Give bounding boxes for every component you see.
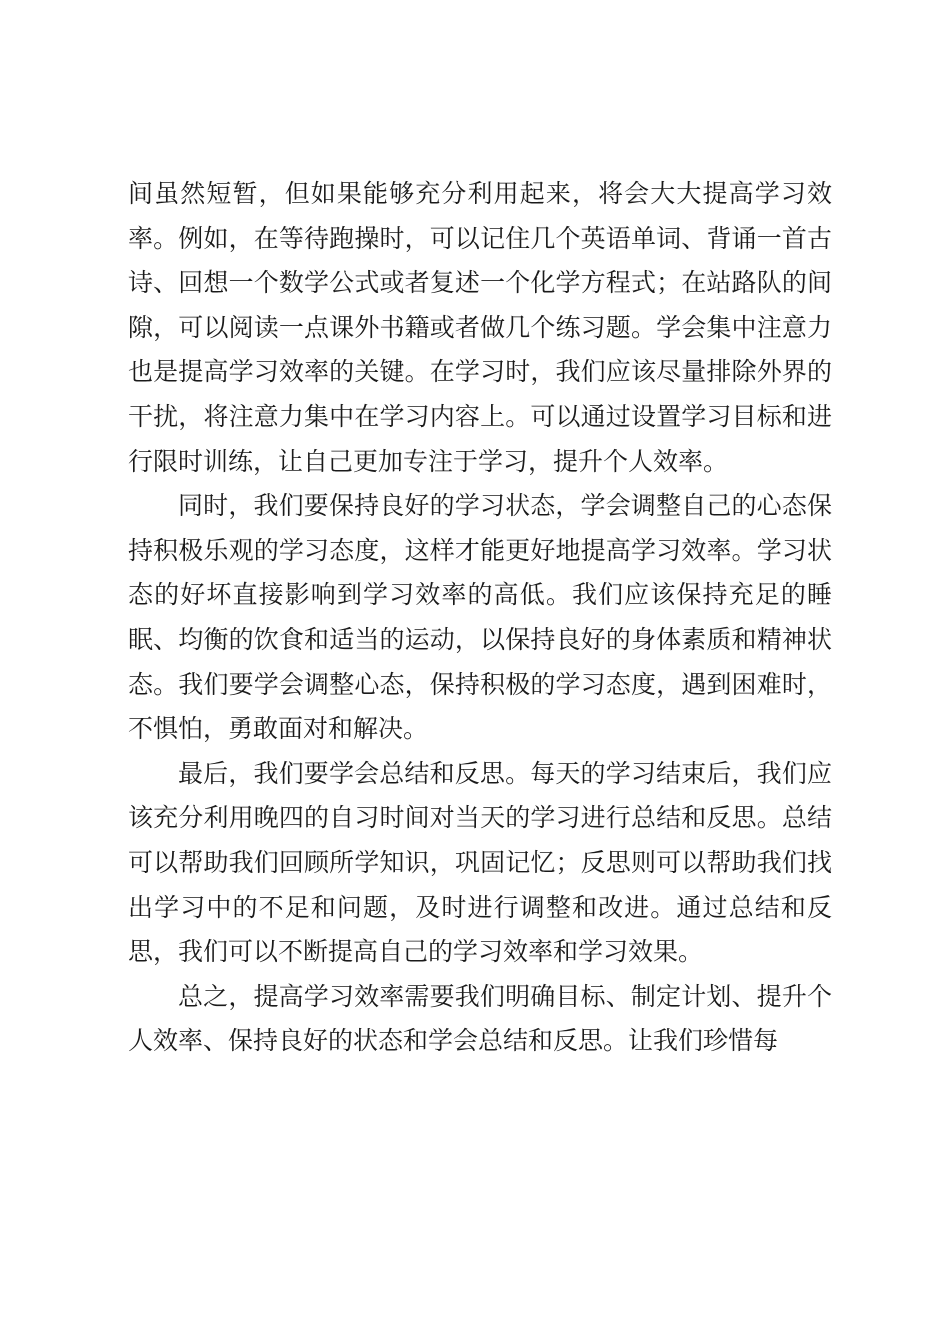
document-body — [128, 172, 832, 1064]
paragraph-3: 最后，我们要学会总结和反思。每天的学习结束后，我们应该充分利用晚四的自习时间对当天的学习进行总结和反思。总结可以帮助我们回顾所学知识，巩固记忆；反思则可以帮助我们找出学习中的不足和问题，及时进行调整和改进。通过总结和反思，我们可以不断提高自己的学习效率和学习效果。 — [128, 758, 832, 967]
paragraph-1: 间虽然短暂，但如果能够充分利用起来，将会大大提高学习效率。例如，在等待跑操时，可以记住几个英语单词、背诵一首古诗、回想一个数学公式或者复述一个化学方程式；在站路队的间隙，可以阅读一点课外书籍或者做几个练习题。学会集中注意力也是提高学习效率的关键。在学习时，我们应该尽量排除外界的干扰，将注意力集中在学习内容上。可以通过设置学习目标和进行限时训练，让自己更加专注于学习，提升个人效率。 — [128, 179, 832, 476]
paragraph-2: 同时，我们要保持良好的学习状态，学会调整自己的心态保持积极乐观的学习态度，这样才能更好地提高学习效率。学习状态的好坏直接影响到学习效率的高低。我们应该保持充足的睡眠、均衡的饮食和适当的运动，以保持良好的身体素质和精神状态。我们要学会调整心态，保持积极的学习态度，遇到困难时，不惧怕，勇敢面对和解决。 — [128, 491, 832, 744]
paragraph-4: 总之，提高学习效率需要我们明确目标、制定计划、提升个人效率、保持良好的状态和学会总结和反思。让我们珍惜每 — [128, 981, 832, 1056]
